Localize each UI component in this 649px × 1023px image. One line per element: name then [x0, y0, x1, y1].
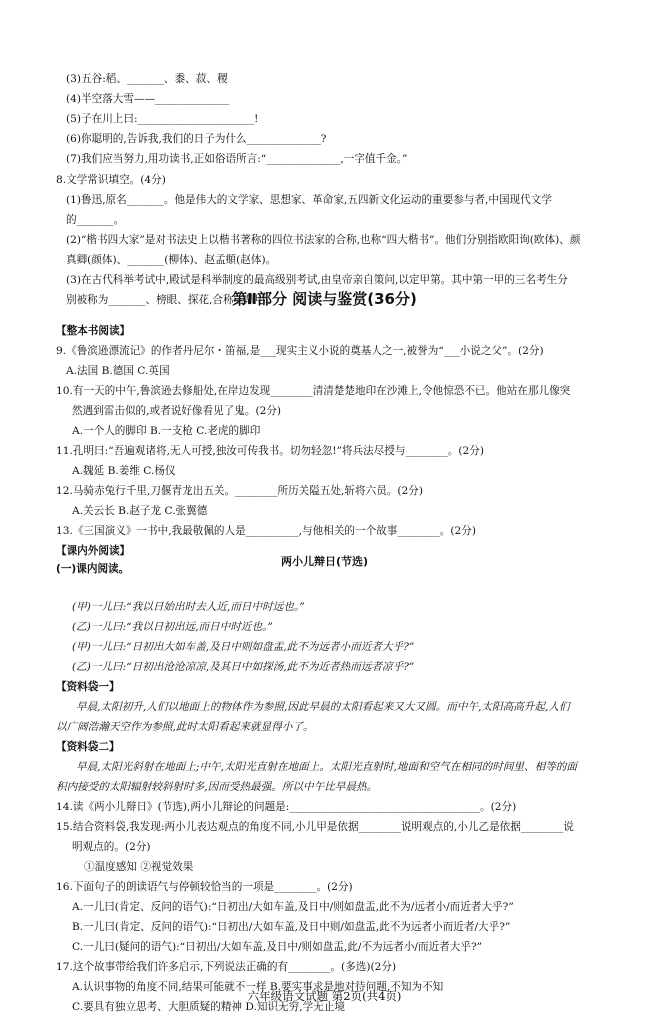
- text-line: 14.读《两小儿辩日》(节选),两小儿辩论的问题是:____________________________________。(2分): [56, 801, 517, 813]
- text-line: A.关云长 B.赵子龙 C.张翼德: [72, 505, 208, 517]
- text-line: 真卿(颜体)、_______(柳体)、赵孟頫(赵体)。: [66, 254, 277, 266]
- text-line: A.法国 B.德国 C.英国: [66, 365, 170, 377]
- text-line: (5)子在川上曰:______________________!: [66, 113, 259, 125]
- text-line: 【资料袋一】: [56, 681, 120, 693]
- classical-text-title: 两小儿辩日(节选): [280, 555, 369, 568]
- text-line: (7)我们应当努力,用功读书,正如俗语所言:“______________,一字值千金。”: [66, 153, 408, 165]
- text-line: 15.结合资料袋,我发现:两小儿表达观点的角度不同,小儿甲是依据________说明观点的,小儿乙是依据________说: [56, 821, 574, 833]
- text-line: 8.文学常识填空。(4分): [56, 174, 166, 186]
- text-line: A.一儿曰(肯定、反问的语气):“日初出/大如车盖,及日中/则如盘盂,此不为/远者小/而近者大乎?”: [72, 901, 514, 913]
- text-line: A.魏延 B.姜维 C.杨仪: [72, 465, 176, 477]
- text-line: 的_______。: [66, 214, 125, 226]
- text-line: 16.下面句子的朗读语气与停顿较恰当的一项是________。(2分): [56, 881, 353, 893]
- text-line: 【课内外阅读】: [56, 545, 131, 557]
- text-line: ①温度感知 ②视觉效果: [84, 861, 194, 873]
- text-line: 以广阔浩瀚天空作为参照,此时太阳看起来就显得小了。: [56, 721, 314, 733]
- text-line: (乙)一儿曰:“日初出沧沧凉凉,及其日中如探汤,此不为近者热而远者凉乎?”: [72, 661, 415, 673]
- text-line: 9.《鲁滨逊漂流记》的作者丹尼尔・笛福,是___现实主义小说的奠基人之一,被誉为“___小说之父”。(2分): [56, 345, 544, 357]
- text-line: A.一个人的脚印 B.一支枪 C.老虎的脚印: [72, 425, 261, 437]
- text-line: 12.马骑赤兔行千里,刀偃青龙出五关。________所历关隘五处,斩将六员。(2分): [56, 485, 423, 497]
- text-line: (2)“楷书四大家”是对书法史上以楷书著称的四位书法家的合称,也称“四大楷书”。他们分别指欧阳询(欧体)、颜: [66, 234, 581, 246]
- text-line: (3)五谷:稻、_______、黍、菽、稷: [66, 73, 228, 85]
- text-line: 【资料袋二】: [56, 741, 120, 753]
- text-line: 早晨,太阳初升,人们以地面上的物体作为参照,因此早晨的太阳看起来又大又圆。而中午,太阳高高升起,人们: [76, 701, 570, 713]
- text-line: 11.孔明曰:“吾遍观诸将,无人可授,独汝可传我书。切勿轻忽!”将兵法尽授与________。(2分): [56, 445, 485, 457]
- text-line: B.一儿曰(肯定、反问的语气):“日初出/大如车盖,及日中则/如盘盂,此不为远者小而近者/大乎?”: [72, 921, 511, 933]
- page-footer: 六年级语文试题 第2页(共4页): [247, 989, 402, 1003]
- text-line: (4)半空落大雪——______________: [66, 93, 230, 105]
- text-line: (1)鲁迅,原名_______。他是伟大的文学家、思想家、革命家,五四新文化运动的重要参与者,中国现代文学: [66, 194, 552, 206]
- text-line: (甲)一儿曰:“我以日始出时去人近,而日中时远也。”: [72, 601, 305, 613]
- text-line: 【整本书阅读】: [56, 325, 131, 337]
- text-line: 然遇到雷击似的,或者说好像看见了鬼。(2分): [72, 405, 282, 417]
- text-line: A.认识事物的角度不同,结果可能就不一样 B.要实事求是地对待问题,不知为不知: [72, 981, 444, 993]
- text-line: (3)在古代科举考试中,殿试是科举制度的最高级别考试,由皇帝亲自策问,以定甲第。其中第一甲的三名考生分: [66, 274, 568, 286]
- text-line: (6)你聪明的,告诉我,我们的日子为什么______________?: [66, 133, 327, 145]
- text-line: 10.有一天的中午,鲁滨逊去修船处,在岸边发现________清清楚楚地印在沙滩上,令他惊恐不已。他站在那儿像突: [56, 385, 571, 397]
- text-line: (乙)一儿曰:“我以日初出远,而日中时近也。”: [72, 621, 273, 633]
- text-line: 17.这个故事带给我们许多启示,下列说法正确的有________。(多选)(2分): [56, 961, 397, 973]
- section-title: 第Ⅱ部分 阅读与鉴赏(36分): [232, 290, 417, 308]
- text-line: 13.《三国演义》一书中,我最敬佩的人是__________,与他相关的一个故事________。(2分): [56, 525, 476, 537]
- text-line: (一)课内阅读。: [56, 563, 130, 575]
- text-line: (甲)一儿曰:“日初出大如车盖,及日中则如盘盂,此不为远者小而近者大乎?”: [72, 641, 415, 653]
- text-line: 积内接受的太阳辐射较斜射时多,因而受热最强。所以中午比早晨热。: [56, 781, 378, 793]
- text-line: C.要具有独立思考、大胆质疑的精神 D.知识无穷,学无止境: [72, 1001, 345, 1013]
- text-line: C.一儿曰(疑问的语气):“日初出/大如车盖,及日中/则如盘盂,此/不为远者小/而近者大乎?”: [72, 941, 483, 953]
- text-line: 明观点的。(2分): [72, 841, 151, 853]
- text-line: 早晨,太阳光斜射在地面上;中午,太阳光直射在地面上。太阳光直射时,地面和空气在相同的时间里、相等的面: [76, 761, 577, 773]
- text-line: 别被称为_______、榜眼、探花,合称三鼎甲。: [66, 294, 276, 306]
